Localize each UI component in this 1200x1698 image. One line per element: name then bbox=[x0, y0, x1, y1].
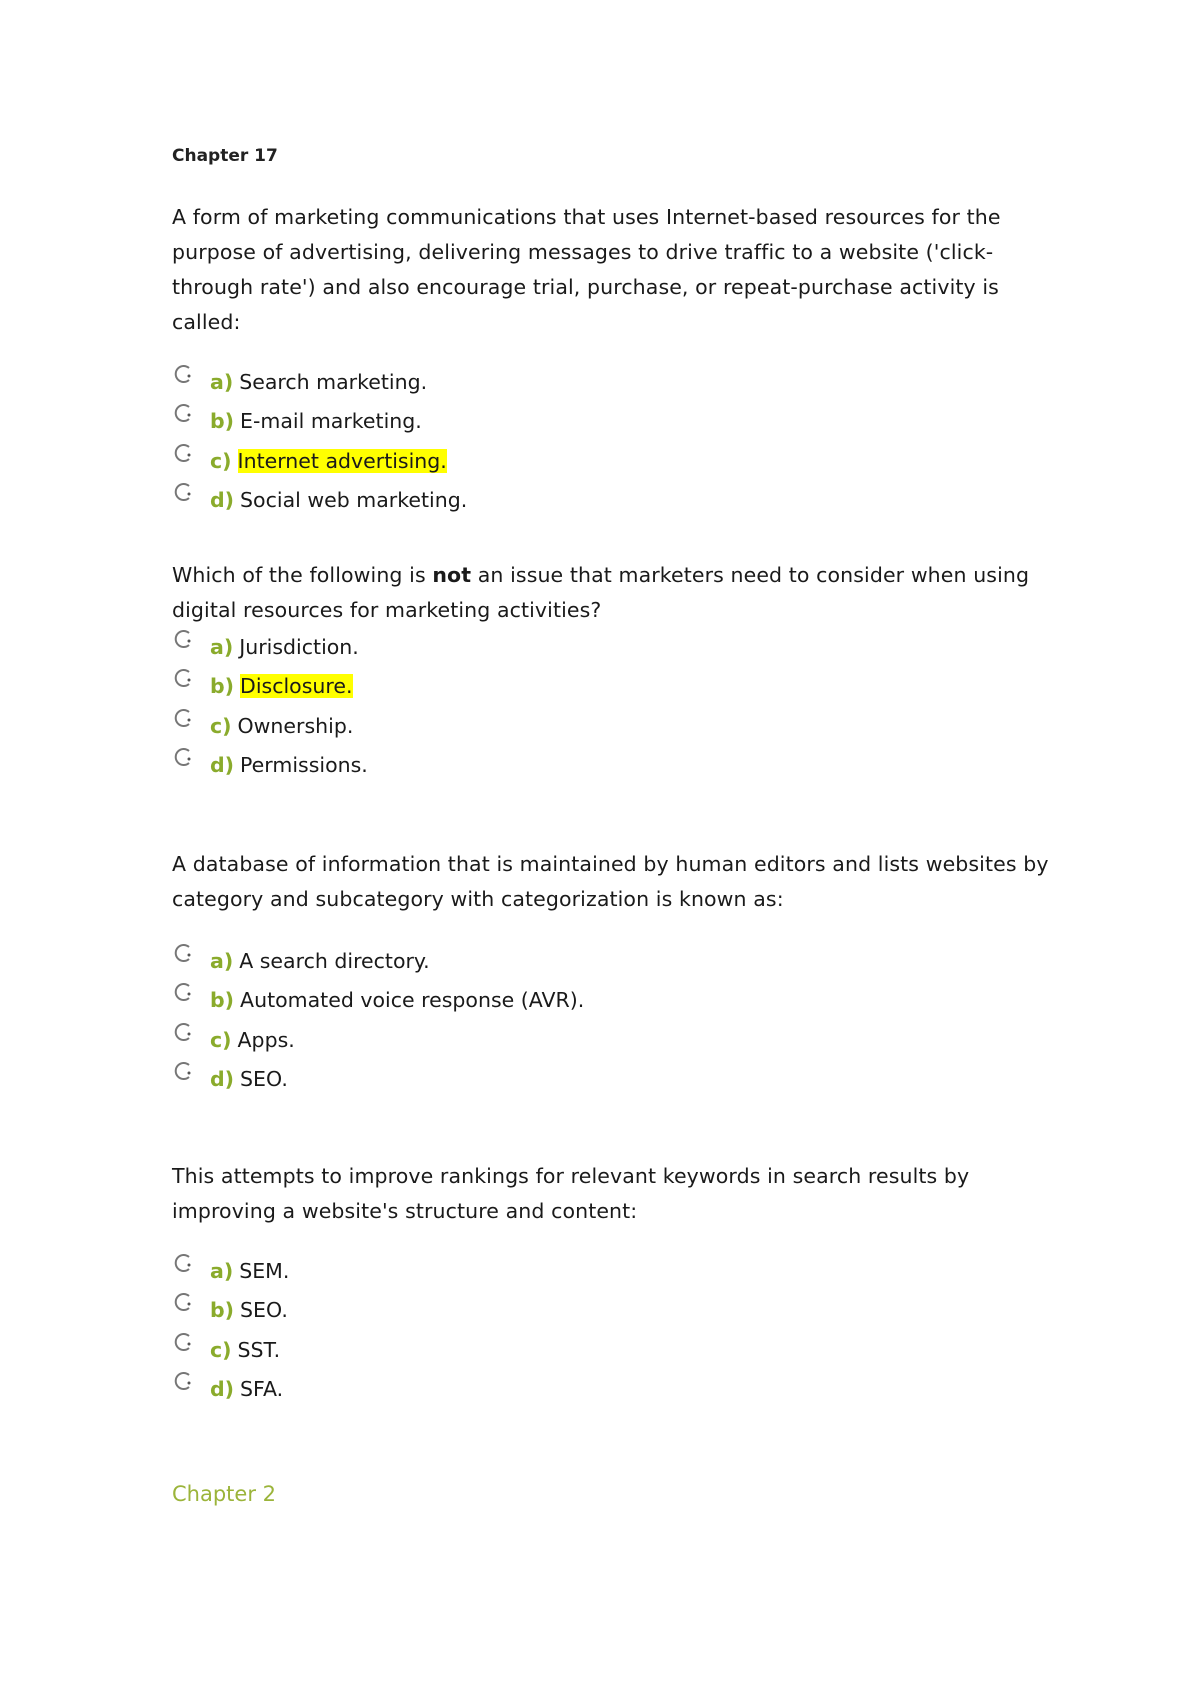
option-q1-c[interactable]: c) Internet advertising. bbox=[172, 441, 1052, 481]
option-q4-a[interactable]: a) SEM. bbox=[172, 1251, 1052, 1291]
question-2-text: Which of the following is not an issue that marketers need to consider when using digital resources for marketing activities? bbox=[172, 563, 1030, 622]
option-text: Automated voice response (AVR). bbox=[240, 988, 585, 1013]
radio-button-icon[interactable] bbox=[172, 441, 196, 465]
radio-button-icon[interactable] bbox=[172, 941, 196, 965]
option-q3-d[interactable]: d) SEO. bbox=[172, 1060, 1052, 1100]
option-q1-a[interactable]: a) Search marketing. bbox=[172, 362, 1052, 402]
option-q4-c[interactable]: c) SST. bbox=[172, 1330, 1052, 1370]
radio-button-icon[interactable] bbox=[172, 1330, 196, 1354]
option-text: SST. bbox=[237, 1337, 281, 1362]
question-3-text: A database of information that is maintained by human editors and lists websites by category and subcategory with categorization is known as: bbox=[172, 852, 1049, 911]
question-4-text: This attempts to improve rankings for relevant keywords in search results by improving a website's structure and content: bbox=[172, 1164, 970, 1223]
option-text: Social web marketing. bbox=[240, 488, 468, 513]
option-q3-c[interactable]: c) Apps. bbox=[172, 1020, 1052, 1060]
option-q2-b[interactable]: b) Disclosure. bbox=[172, 667, 1052, 707]
option-text: Apps. bbox=[237, 1027, 295, 1052]
radio-button-icon[interactable] bbox=[172, 745, 196, 769]
question-2-options bbox=[172, 627, 1052, 785]
radio-button-icon[interactable] bbox=[172, 401, 196, 425]
radio-button-icon[interactable] bbox=[172, 1251, 196, 1275]
option-text: A search directory. bbox=[239, 948, 430, 973]
option-q4-b[interactable]: b) SEO. bbox=[172, 1291, 1052, 1331]
radio-button-icon[interactable] bbox=[172, 362, 196, 386]
question-1-text: A form of marketing communications that uses Internet-based resources for the purpose of advertising, delivering messages to drive traffic to a website ('click-through rate') and also encourage trial, purchase, or repeat-purchase activity is called: bbox=[172, 205, 1001, 334]
radio-button-icon[interactable] bbox=[172, 1020, 196, 1044]
option-text: Jurisdiction. bbox=[239, 634, 359, 659]
radio-button-icon[interactable] bbox=[172, 480, 196, 504]
emphasis-not: not bbox=[432, 563, 472, 587]
radio-button-icon[interactable] bbox=[172, 666, 196, 690]
radio-button-icon[interactable] bbox=[172, 1290, 196, 1314]
radio-button-icon[interactable] bbox=[172, 1059, 196, 1083]
question-4-options bbox=[172, 1251, 1052, 1409]
radio-button-icon[interactable] bbox=[172, 627, 196, 651]
option-text: Search marketing. bbox=[239, 369, 428, 394]
option-text-highlighted: Internet advertising. bbox=[237, 448, 447, 473]
option-text: E-mail marketing. bbox=[240, 409, 422, 434]
option-q3-a[interactable]: a) A search directory. bbox=[172, 941, 1052, 981]
option-q2-a[interactable]: a) Jurisdiction. bbox=[172, 627, 1052, 667]
option-text: SEO. bbox=[240, 1067, 288, 1092]
option-text: SEM. bbox=[239, 1258, 290, 1283]
option-text: SEO. bbox=[240, 1298, 288, 1323]
next-chapter-link[interactable]: Chapter 2 bbox=[172, 1482, 276, 1506]
option-text: SFA. bbox=[240, 1377, 284, 1402]
option-text: Ownership. bbox=[237, 713, 354, 738]
radio-button-icon[interactable] bbox=[172, 706, 196, 730]
option-q3-b[interactable]: b) Automated voice response (AVR). bbox=[172, 981, 1052, 1021]
question-3-options bbox=[172, 941, 1052, 1099]
option-q4-d[interactable]: d) SFA. bbox=[172, 1370, 1052, 1410]
option-q2-c[interactable]: c) Ownership. bbox=[172, 706, 1052, 746]
option-q2-d[interactable]: d) Permissions. bbox=[172, 746, 1052, 786]
option-q1-b[interactable]: b) E-mail marketing. bbox=[172, 402, 1052, 442]
radio-button-icon[interactable] bbox=[172, 1369, 196, 1393]
option-q1-d[interactable]: d) Social web marketing. bbox=[172, 481, 1052, 521]
option-text-highlighted: Disclosure. bbox=[240, 674, 353, 699]
chapter-heading: Chapter 17 bbox=[172, 146, 278, 166]
question-1-options bbox=[172, 362, 1052, 520]
radio-button-icon[interactable] bbox=[172, 980, 196, 1004]
option-text: Permissions. bbox=[240, 753, 368, 778]
